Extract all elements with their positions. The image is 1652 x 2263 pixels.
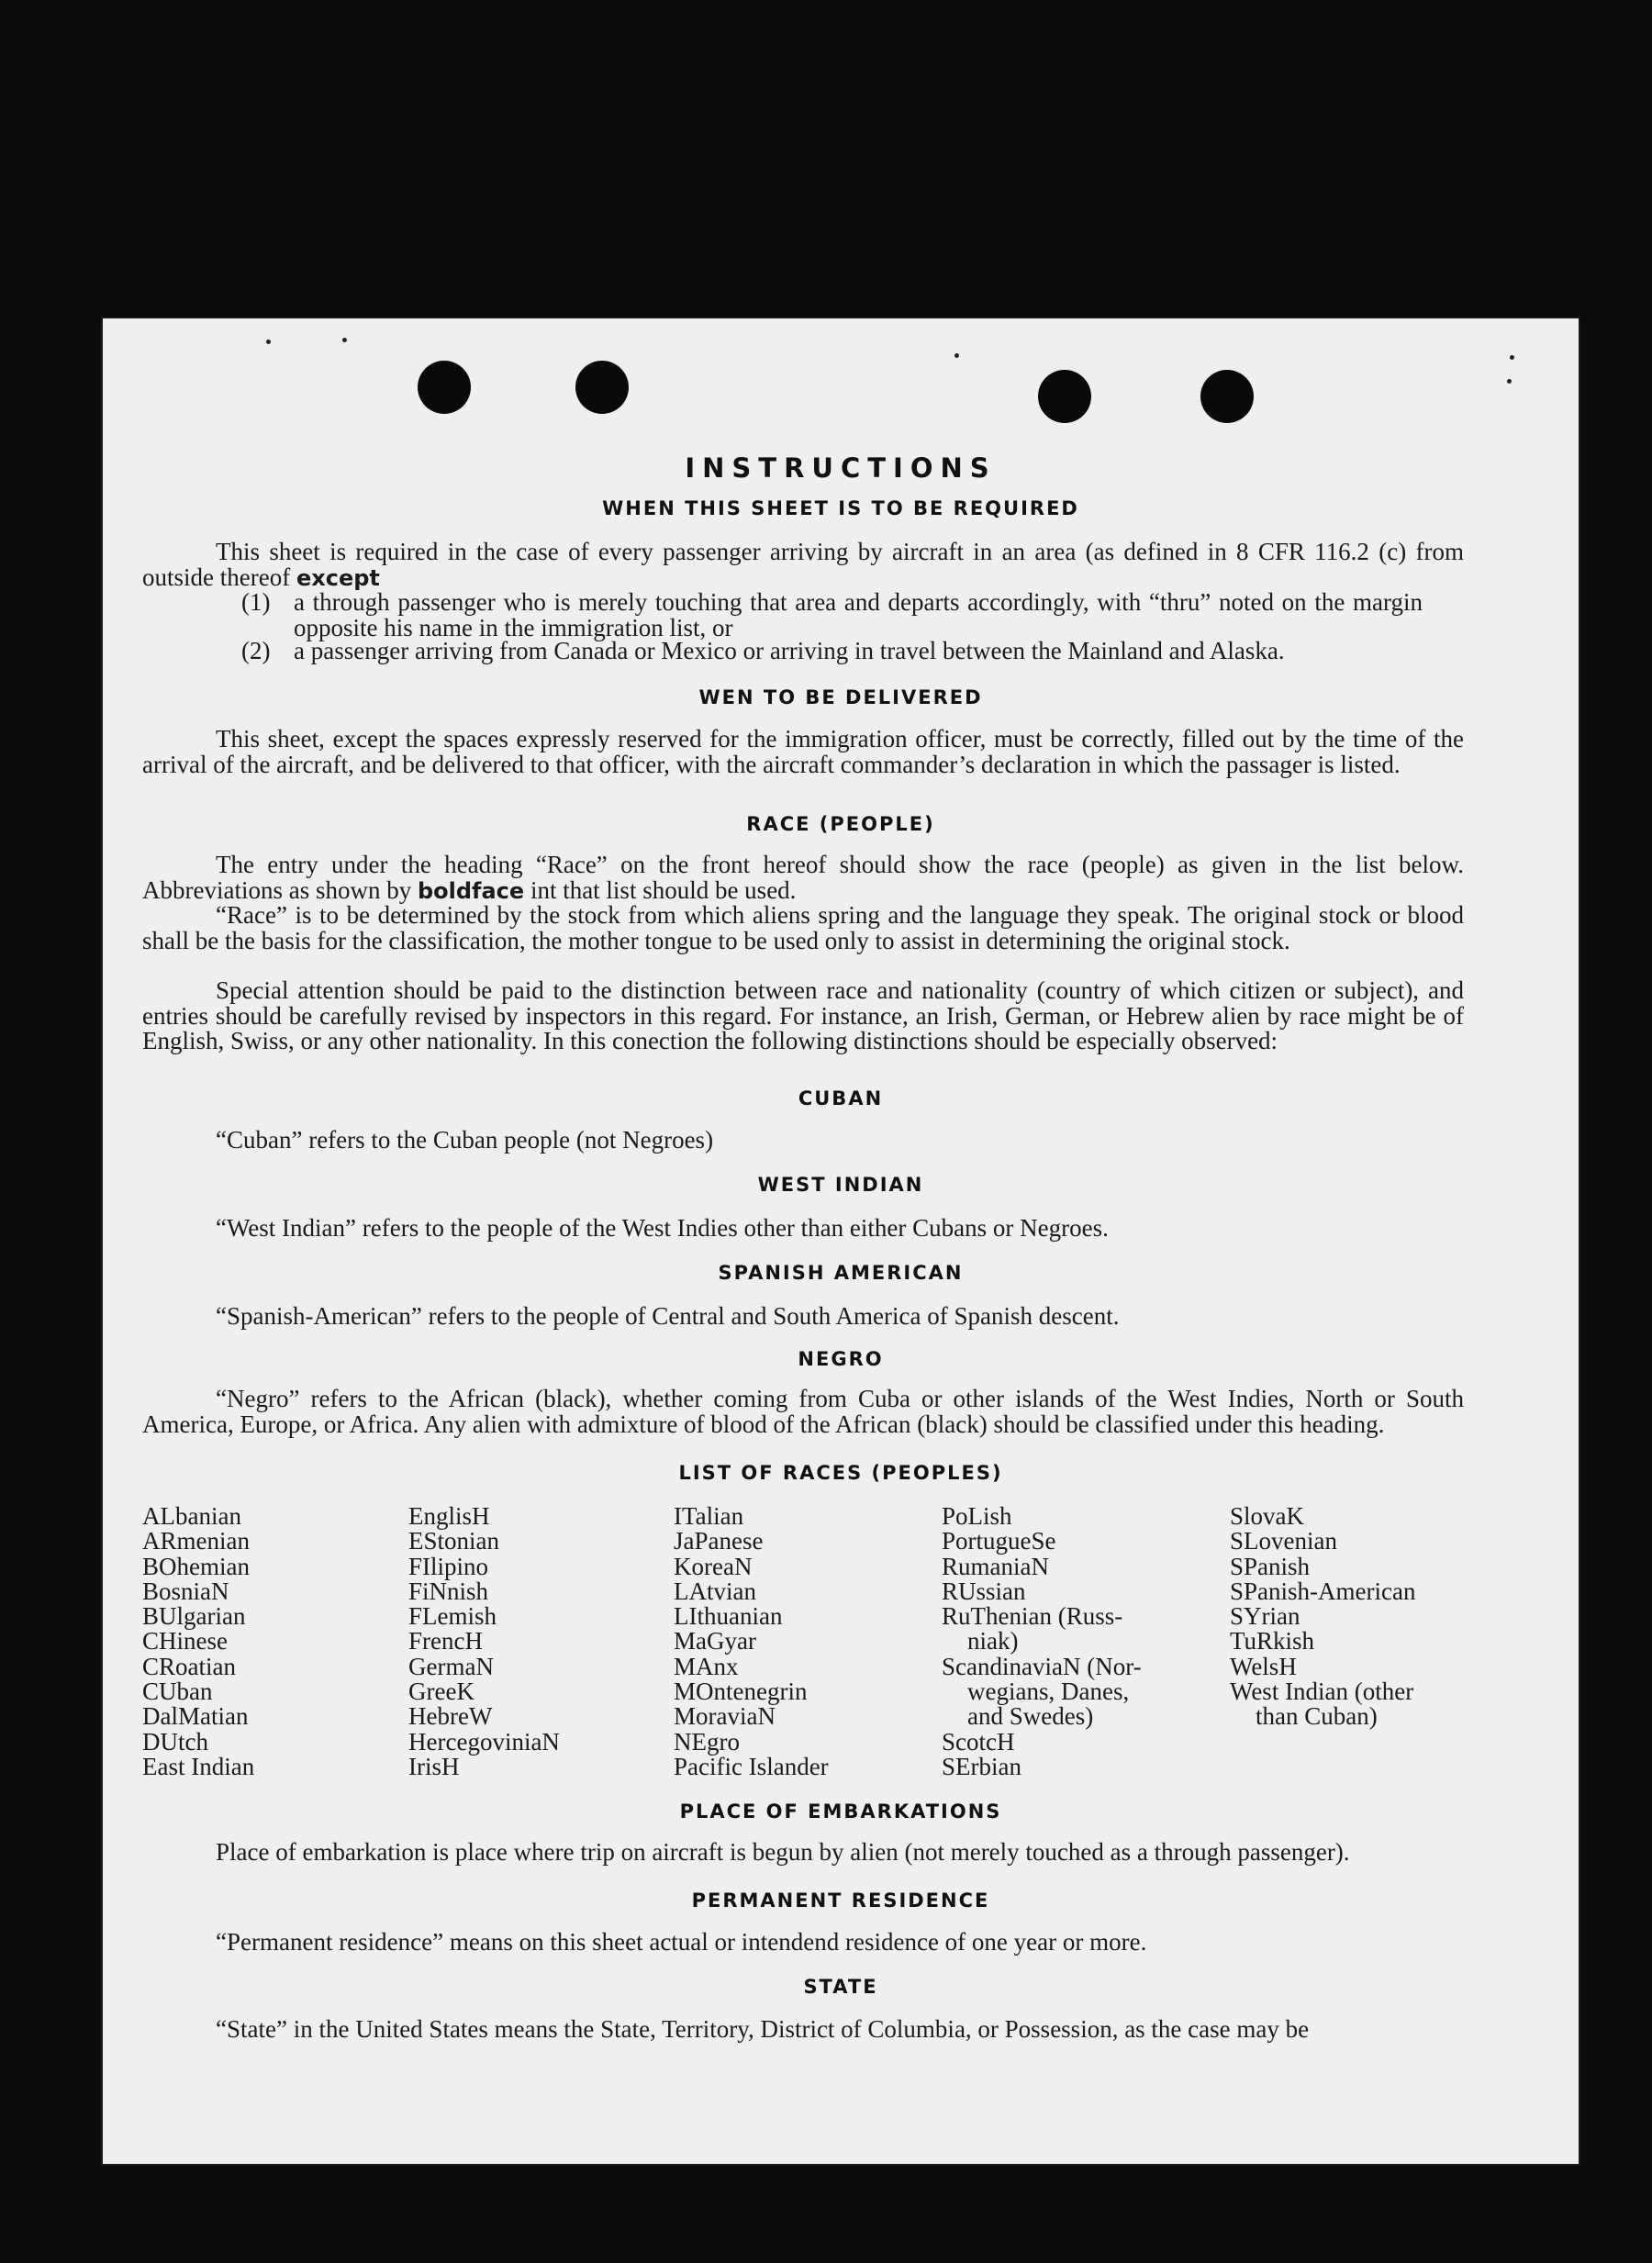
race-entry: West Indian (other	[1230, 1678, 1414, 1706]
embarkation-text: Place of embarkation is place where trip on aircraft is begun by alien (not merely touched as a through passenger).	[216, 1838, 1350, 1866]
race-entry: EnglisH	[408, 1502, 490, 1530]
scan-speck	[1507, 379, 1512, 384]
punch-hole	[575, 361, 629, 414]
delivered-text: This sheet, except the spaces expressly reserved for the immigration officer, must be correctly, filled out by the time of the arrival of the aircraft, and be delivered to that officer, with the aircraft commander’s declaration in which the passager is listed.	[142, 725, 1464, 778]
required-intro	[142, 540, 1464, 591]
race-entry: ITalian	[674, 1502, 744, 1530]
race-entry: DalMatian	[142, 1702, 249, 1731]
race-p2: “Race” is to be determined by the stock from which aliens spring and the language they speak. The original stock or blood shall be the basis for the classification, the mother tongue to be used only to assist in determining the original stock.	[142, 901, 1464, 954]
race-entry: HercegoviniaN	[408, 1727, 560, 1756]
race-entry: FLemish	[408, 1602, 497, 1631]
heading-negro: NEGRO	[798, 1348, 884, 1370]
race-entry: SErbian	[942, 1752, 1021, 1780]
item-number: (1)	[241, 588, 271, 616]
race-entry: MAnx	[674, 1652, 739, 1680]
race-entry: SPanish-American	[1230, 1577, 1416, 1605]
race-entry: JaPanese	[674, 1527, 764, 1555]
heading-spanish-american: SPANISH AMERICAN	[718, 1262, 964, 1284]
race-entry: FiNnish	[408, 1577, 489, 1605]
race-entry: DUtch	[142, 1727, 208, 1756]
scan-speck	[342, 338, 347, 342]
race-entry: SLovenian	[1230, 1527, 1337, 1555]
heading-embarkation: PLACE OF EMBARKATIONS	[679, 1800, 1002, 1823]
race-entry: than Cuban)	[1256, 1702, 1378, 1731]
heading-permanent-residence: PERMANENT RESIDENCE	[691, 1890, 990, 1912]
west-indian-text: “West Indian” refers to the people of the West Indies other than either Cubans or Negroes.	[216, 1214, 1109, 1242]
race-p1-bold: boldface	[417, 877, 525, 904]
race-p1-text-end: int that list should be used.	[530, 875, 797, 904]
race-entry: MOntenegrin	[674, 1678, 808, 1706]
permanent-residence-text: “Permanent residence” means on this sheet actual or intendend residence of one year or more.	[216, 1928, 1147, 1956]
cuban-text: “Cuban” refers to the Cuban people (not Negroes)	[216, 1126, 714, 1154]
race-entry: BUlgarian	[142, 1602, 246, 1631]
race-entry: FrencH	[408, 1627, 483, 1655]
race-entry: East Indian	[142, 1752, 255, 1780]
race-entry: ScotcH	[942, 1727, 1015, 1756]
race-entry: LIthuanian	[674, 1602, 783, 1631]
spanish-american-text: “Spanish-American” refers to the people of Central and South America of Spanish descent.	[216, 1302, 1120, 1330]
race-entry: wegians, Danes,	[967, 1678, 1130, 1706]
race-entry: HebreW	[408, 1702, 493, 1731]
races-column-2	[408, 1504, 560, 1779]
races-column-3	[674, 1504, 829, 1779]
race-entry: LAtvian	[674, 1577, 756, 1605]
races-column-5	[1230, 1504, 1415, 1730]
state-text: “State” in the United States means the State, Territory, District of Columbia, or Possession, as the case may be	[216, 2015, 1310, 2043]
race-entry: RumaniaN	[942, 1552, 1049, 1580]
race-entry: IrisH	[408, 1752, 460, 1780]
document-sheet	[101, 317, 1580, 2166]
item-number: (2)	[241, 637, 271, 664]
race-entry: CRoatian	[142, 1652, 236, 1680]
race-entry: SYrian	[1230, 1602, 1300, 1631]
race-entry: CHinese	[142, 1627, 228, 1655]
punch-hole	[418, 361, 471, 414]
race-entry: MoraviaN	[674, 1702, 776, 1731]
race-entry: ARmenian	[142, 1527, 250, 1555]
punch-hole	[1038, 370, 1091, 423]
race-entry: RuThenian (Russ-	[942, 1602, 1123, 1631]
race-entry: MaGyar	[674, 1627, 756, 1655]
race-entry: TuRkish	[1230, 1627, 1315, 1655]
negro-text: “Negro” refers to the African (black), whether coming from Cuba or other islands of the West Indies, North or South America, Europe, or Africa. Any alien with admixture of blood of the African (black) should be classified under this heading.	[142, 1385, 1464, 1438]
races-column-1	[142, 1504, 254, 1779]
race-entry: KoreaN	[674, 1552, 753, 1580]
race-p1-text: The entry under the heading “Race” on the front hereof should show the race (people) as given in the list below. Abbreviations as shown by	[142, 851, 1464, 904]
item-text: a through passenger who is merely touching that area and departs accordingly, with “thru” noted on the margin opposite his name in the immigration list, or	[294, 588, 1423, 641]
heading-required: WHEN THIS SHEET IS TO BE REQUIRED	[602, 497, 1079, 519]
race-entry: NEgro	[674, 1727, 740, 1756]
race-entry: FIlipino	[408, 1552, 489, 1580]
races-column-4	[942, 1504, 1142, 1779]
heading-state: STATE	[803, 1976, 878, 1998]
page-title: INSTRUCTIONS	[685, 452, 997, 484]
punch-hole	[1200, 370, 1254, 423]
required-intro-bold: except	[296, 564, 380, 591]
race-entry: Pacific Islander	[674, 1752, 829, 1780]
race-entry: ScandinaviaN (Nor-	[942, 1652, 1142, 1680]
heading-cuban: CUBAN	[798, 1087, 884, 1109]
race-entry: SlovaK	[1230, 1502, 1304, 1530]
required-intro-text: This sheet is required in the case of every passenger arriving by aircraft in an area (as defined in 8 CFR 116.2 (c) from outside thereof	[142, 538, 1464, 591]
race-p3: Special attention should be paid to the distinction between race and nationality (country of which citizen or subject), and entries should be carefully revised by inspectors in this regard. For instance, an Irish, German, or Hebrew alien by race might be of English, Swiss, or any other nationality. In this conection the following distinctions should be especially observed:	[142, 976, 1464, 1054]
race-entry: RUssian	[942, 1577, 1026, 1605]
heading-list-of-races: LIST OF RACES (PEOPLES)	[678, 1462, 1003, 1484]
heading-delivered: WEN TO BE DELIVERED	[698, 686, 983, 708]
race-entry: EStonian	[408, 1527, 499, 1555]
race-p1	[142, 853, 1464, 904]
scan-speck	[266, 340, 271, 344]
race-entry: niak)	[967, 1627, 1019, 1655]
race-entry: GreeK	[408, 1678, 474, 1706]
race-entry: WelsH	[1230, 1652, 1297, 1680]
race-entry: PortugueSe	[942, 1527, 1056, 1555]
scan-speck	[954, 353, 959, 358]
race-entry: GermaN	[408, 1652, 494, 1680]
race-entry: BosniaN	[142, 1577, 229, 1605]
scan-speck	[1510, 355, 1514, 360]
race-entry: and Swedes)	[967, 1702, 1094, 1731]
race-entry: ALbanian	[142, 1502, 241, 1530]
item-text: a passenger arriving from Canada or Mexico or arriving in travel between the Mainland and Alaska.	[294, 637, 1285, 664]
heading-race: RACE (PEOPLE)	[746, 813, 935, 835]
race-entry: PoLish	[942, 1502, 1012, 1530]
heading-west-indian: WEST INDIAN	[757, 1174, 924, 1196]
race-entry: CUban	[142, 1678, 213, 1706]
race-entry: BOhemian	[142, 1552, 250, 1580]
race-entry: SPanish	[1230, 1552, 1311, 1580]
